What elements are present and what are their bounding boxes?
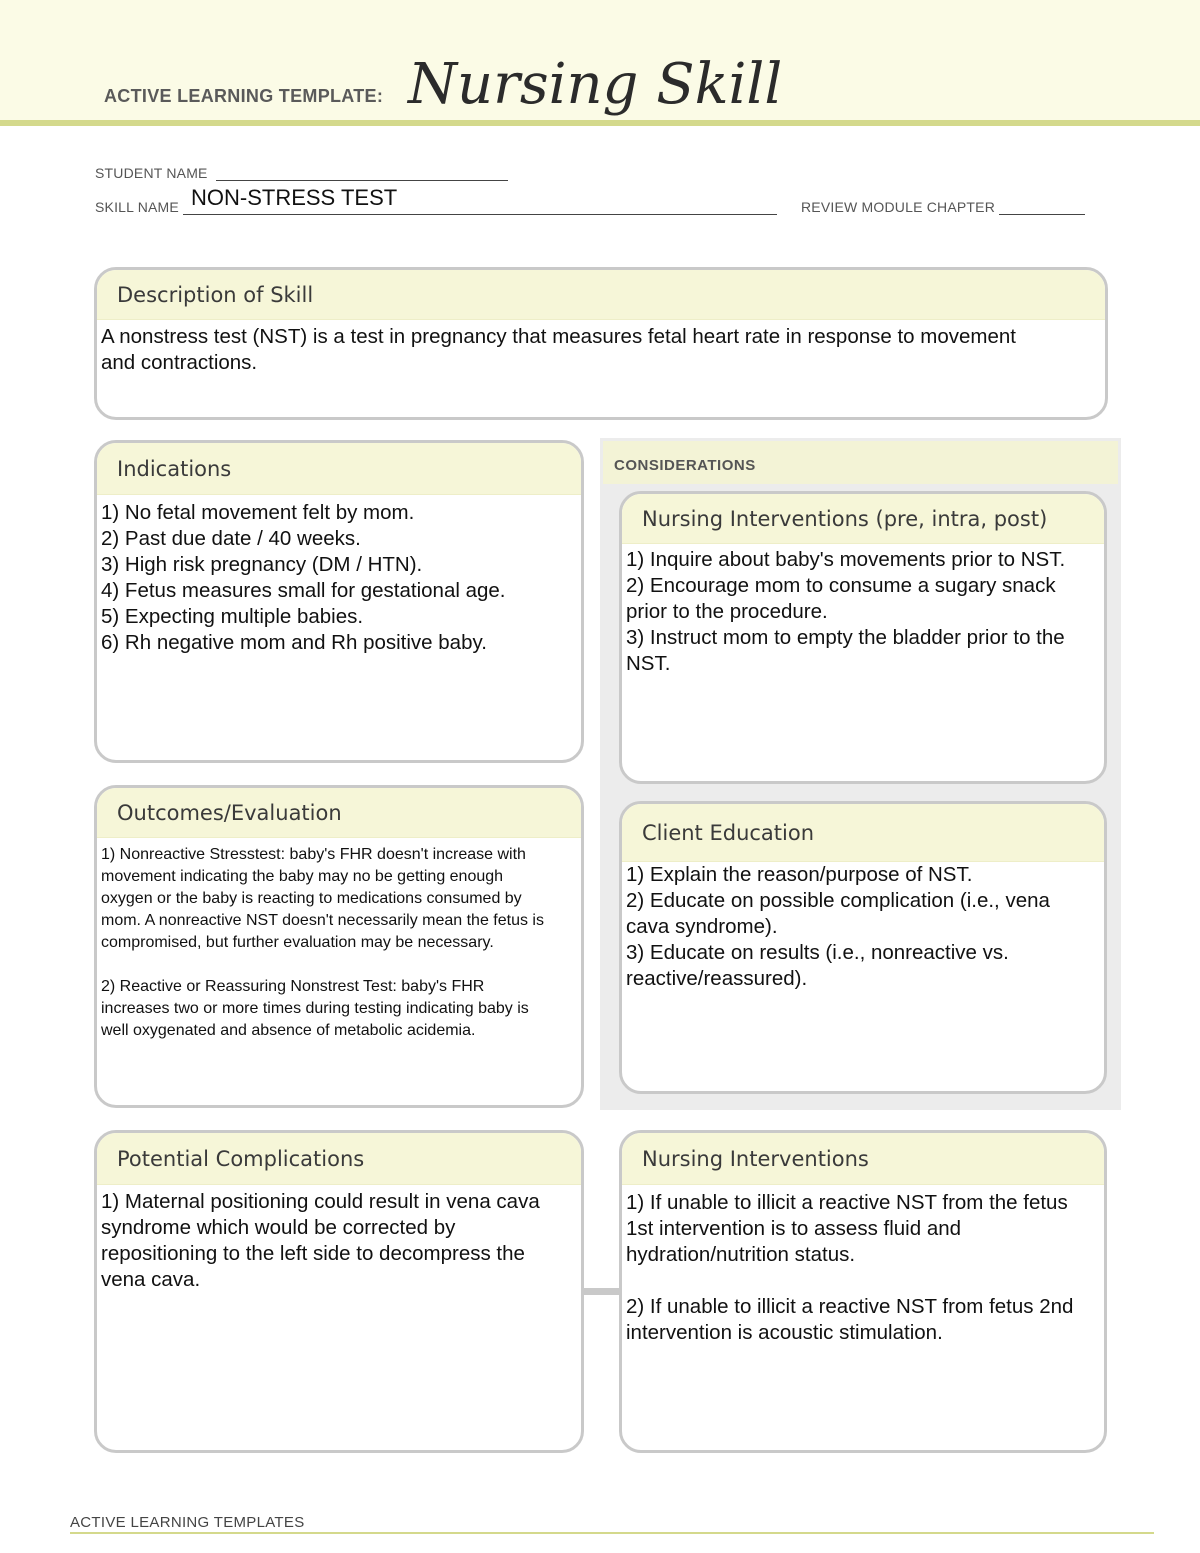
student-name-field[interactable] <box>216 180 508 181</box>
header-rule <box>0 120 1200 126</box>
intervention-item: 2) If unable to illicit a reactive NST from fetus 2nd intervention is acoustic stimulation. <box>626 1295 1074 1344</box>
indication-item: 3) High risk pregnancy (DM / HTN). <box>101 553 423 576</box>
description-box <box>94 267 1108 420</box>
nursing-interventions-ppp-heading: Nursing Interventions (pre, intra, post) <box>622 494 1104 544</box>
outcomes-body <box>97 838 581 1042</box>
footer-text: ACTIVE LEARNING TEMPLATES <box>70 1514 305 1531</box>
nursing-interventions-ppp-list <box>622 544 1104 677</box>
student-name-row <box>95 165 508 181</box>
considerations-label: CONSIDERATIONS <box>614 457 756 474</box>
education-item: 1) Explain the reason/purpose of NST. <box>626 863 973 886</box>
nursing-interventions-body <box>622 1185 1104 1346</box>
indication-item: 5) Expecting multiple babies. <box>101 605 364 628</box>
student-name-label: STUDENT NAME <box>95 165 208 181</box>
education-item: 2) Educate on possible complication (i.e., vena cava syndrome). <box>626 889 1050 938</box>
education-item: 3) Educate on results (i.e., nonreactive vs. reactive/reassured). <box>626 941 1009 990</box>
indication-item: 4) Fetus measures small for gestational age. <box>101 579 506 602</box>
box-connector <box>584 1288 620 1295</box>
skill-name-value: NON-STRESS TEST <box>191 185 398 210</box>
client-education-list <box>622 862 1104 992</box>
indication-item: 1) No fetal movement felt by mom. <box>101 501 415 524</box>
complications-box <box>94 1130 584 1453</box>
review-module-field[interactable] <box>999 214 1085 215</box>
complications-heading: Potential Complications <box>97 1133 581 1185</box>
skill-name-field[interactable] <box>183 214 777 215</box>
outcomes-heading: Outcomes/Evaluation <box>97 788 581 838</box>
nursing-interventions-ppp-box <box>619 491 1107 784</box>
review-module-row <box>801 199 1085 215</box>
description-heading: Description of Skill <box>97 270 1105 320</box>
client-education-box <box>619 801 1107 1094</box>
client-education-heading: Client Education <box>622 804 1104 862</box>
indications-heading: Indications <box>97 443 581 495</box>
nursing-interventions-box <box>619 1130 1107 1453</box>
intervention-item: 1) If unable to illicit a reactive NST from the fetus 1st intervention is to assess fluid and hydration/nutrition status. <box>626 1191 1068 1266</box>
outcome-paragraph: 1) Nonreactive Stresstest: baby's FHR doesn't increase with movement indicating the baby may no be getting enough oxygen or the baby is reacting to medications consumed by mom. A nonreactive NST doesn't necessarily mean the fetus is compromised, but further evaluation may be necessary. <box>101 846 544 951</box>
footer-rule <box>70 1532 1154 1534</box>
complications-text: 1) Maternal positioning could result in vena cava syndrome which would be corrected by repositioning to the left side to decompress the vena cava. <box>101 1190 540 1291</box>
indications-list <box>97 495 581 656</box>
skill-name-label: SKILL NAME <box>95 199 179 215</box>
review-module-label: REVIEW MODULE CHAPTER <box>801 199 995 215</box>
template-label: ACTIVE LEARNING TEMPLATE: <box>104 86 384 106</box>
outcome-paragraph: 2) Reactive or Reassuring Nonstrest Test: baby's FHR increases two or more times during testing indicating baby is well oxygenated and absence of metabolic acidemia. <box>101 978 529 1039</box>
page-title: Nursing Skill <box>408 52 783 117</box>
outcomes-box <box>94 785 584 1108</box>
indication-item: 6) Rh negative mom and Rh positive baby. <box>101 631 487 654</box>
description-text: A nonstress test (NST) is a test in pregnancy that measures fetal heart rate in response to movement and contractions. <box>101 325 1016 374</box>
nursing-interventions-heading: Nursing Interventions <box>622 1133 1104 1185</box>
intervention-item: 2) Encourage mom to consume a sugary snack prior to the procedure. <box>626 574 1056 623</box>
intervention-item: 1) Inquire about baby's movements prior to NST. <box>626 548 1066 571</box>
intervention-item: 3) Instruct mom to empty the bladder prior to the NST. <box>626 626 1065 675</box>
indication-item: 2) Past due date / 40 weeks. <box>101 527 361 550</box>
indications-box <box>94 440 584 763</box>
